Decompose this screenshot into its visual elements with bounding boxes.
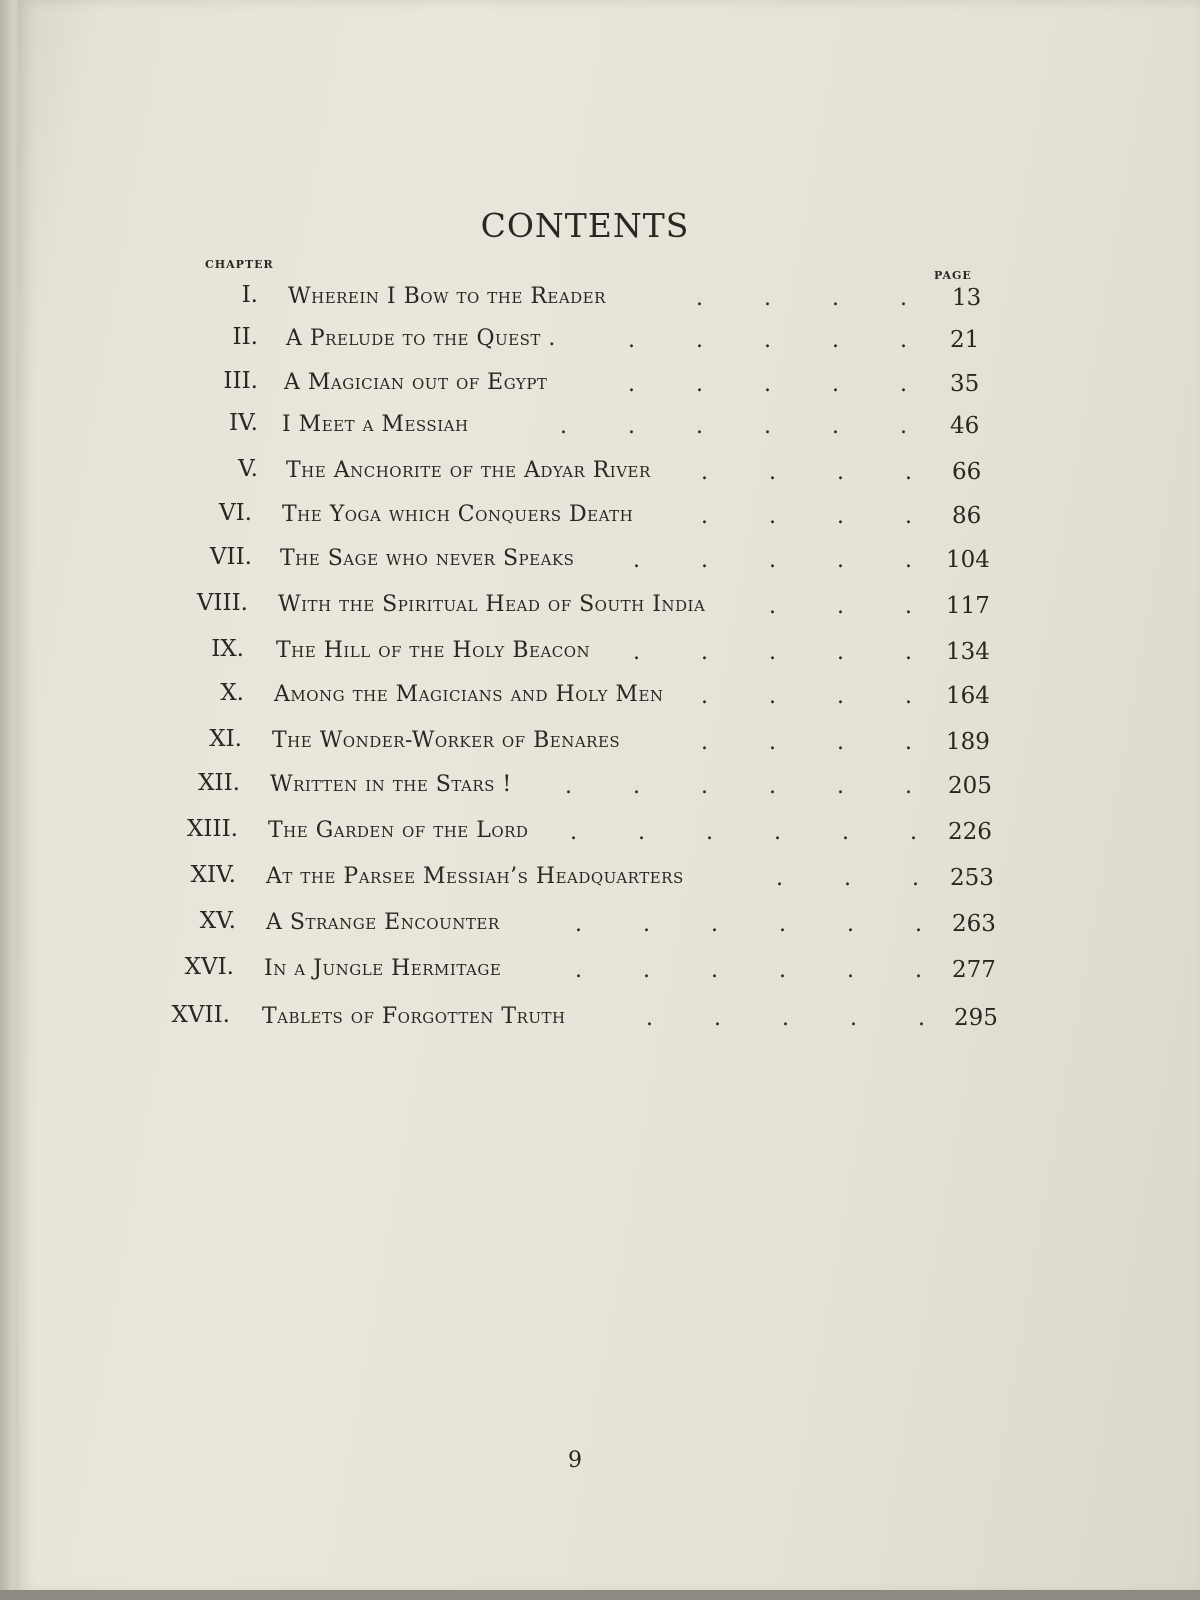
- toc-entry: [0, 456, 1180, 490]
- chapter-page-number: 35: [950, 371, 980, 397]
- dot-leader: .: [774, 820, 781, 845]
- dot-leader: .: [764, 328, 771, 353]
- dot-leader: .: [633, 774, 640, 799]
- chapter-title: The Hill of the Holy Beacon: [276, 638, 591, 663]
- chapter-numeral: IV.: [229, 410, 258, 436]
- chapter-title: At the Parsee Messiah’s Headquarters: [266, 864, 684, 889]
- chapter-page-number: 104: [946, 547, 990, 573]
- dot-leader: .: [628, 372, 635, 397]
- dot-leader: .: [696, 414, 703, 439]
- dot-leader: .: [769, 640, 776, 665]
- chapter-page-number: 86: [952, 503, 982, 529]
- chapter-numeral: X.: [220, 680, 244, 706]
- dot-leader: .: [900, 372, 907, 397]
- chapter-page-number: 21: [950, 327, 980, 353]
- toc-entry: [0, 954, 1180, 988]
- dot-leader: .: [643, 912, 650, 937]
- chapter-numeral: VIII.: [196, 590, 248, 616]
- chapter-numeral: XVI.: [184, 954, 234, 980]
- chapter-page-number: 164: [946, 683, 990, 709]
- dot-leader: .: [910, 820, 917, 845]
- chapter-numeral: XV.: [199, 908, 236, 934]
- dot-leader: .: [832, 372, 839, 397]
- dot-leader: .: [701, 774, 708, 799]
- chapter-title: The Yoga which Conquers Death: [282, 502, 634, 527]
- dot-leader: .: [900, 328, 907, 353]
- toc-entry: [0, 500, 1180, 534]
- dot-leader: .: [638, 820, 645, 845]
- dot-leader: .: [779, 958, 786, 983]
- chapter-page-number: 253: [950, 865, 994, 891]
- dot-leader: .: [633, 640, 640, 665]
- dot-leader: .: [560, 414, 567, 439]
- dot-leader: .: [844, 866, 851, 891]
- chapter-numeral: III.: [223, 368, 258, 394]
- chapter-title: A Strange Encounter: [266, 910, 500, 935]
- chapter-title: The Wonder-Worker of Benares: [272, 728, 621, 753]
- chapter-title: Among the Magicians and Holy Men: [274, 682, 664, 707]
- dot-leader: .: [769, 774, 776, 799]
- chapter-page-number: 13: [952, 285, 982, 311]
- chapter-page-number: 226: [948, 819, 992, 845]
- dot-leader: .: [764, 414, 771, 439]
- chapter-numeral: IX.: [211, 636, 244, 662]
- chapter-title: With the Spiritual Head of South India: [278, 592, 706, 617]
- chapter-title: The Sage who never Speaks: [280, 546, 575, 571]
- dot-leader: .: [847, 958, 854, 983]
- toc-entry: [0, 862, 1180, 896]
- chapter-page-number: 66: [952, 459, 982, 485]
- dot-leader: .: [633, 548, 640, 573]
- dot-leader: .: [769, 730, 776, 755]
- dot-leader: .: [915, 958, 922, 983]
- dot-leader: .: [696, 372, 703, 397]
- chapter-numeral: XI.: [209, 726, 242, 752]
- toc-entry: [0, 680, 1180, 714]
- dot-leader: .: [696, 286, 703, 311]
- chapter-numeral: VII.: [209, 544, 252, 570]
- chapter-title: In a Jungle Hermitage: [264, 956, 502, 981]
- dot-leader: .: [565, 774, 572, 799]
- dot-leader: .: [646, 1006, 653, 1031]
- dot-leader: .: [832, 328, 839, 353]
- page-column-header: PAGE: [934, 269, 972, 282]
- dot-leader: .: [837, 774, 844, 799]
- dot-leader: .: [905, 684, 912, 709]
- chapter-page-number: 263: [952, 911, 996, 937]
- dot-leader: .: [628, 414, 635, 439]
- chapter-page-number: 277: [952, 957, 996, 983]
- dot-leader: .: [575, 958, 582, 983]
- dot-leader: .: [837, 460, 844, 485]
- toc-entry: [0, 544, 1180, 578]
- dot-leader: .: [832, 286, 839, 311]
- toc-entry: [0, 590, 1180, 624]
- dot-leader: .: [847, 912, 854, 937]
- dot-leader: .: [905, 460, 912, 485]
- dot-leader: .: [769, 460, 776, 485]
- chapter-page-number: 134: [946, 639, 990, 665]
- dot-leader: .: [575, 912, 582, 937]
- dot-leader: .: [850, 1006, 857, 1031]
- chapter-page-number: 295: [954, 1005, 998, 1031]
- toc-entry: [0, 1002, 1180, 1036]
- dot-leader: .: [711, 958, 718, 983]
- toc-entry: [0, 410, 1180, 444]
- chapter-title: Tablets of Forgotten Truth: [262, 1004, 566, 1029]
- dot-leader: .: [837, 684, 844, 709]
- toc-entry: [0, 368, 1180, 402]
- dot-leader: .: [776, 866, 783, 891]
- dot-leader: .: [832, 414, 839, 439]
- dot-leader: .: [837, 504, 844, 529]
- dot-leader: .: [905, 774, 912, 799]
- dot-leader: .: [714, 1006, 721, 1031]
- chapter-numeral: II.: [232, 324, 258, 350]
- dot-leader: .: [769, 548, 776, 573]
- chapter-title: A Prelude to the Quest .: [286, 326, 556, 351]
- contents-title: CONTENTS: [480, 206, 690, 245]
- dot-leader: .: [782, 1006, 789, 1031]
- chapter-page-number: 46: [950, 413, 980, 439]
- chapter-title: I Meet a Messiah: [282, 412, 469, 437]
- chapter-page-number: 189: [946, 729, 990, 755]
- dot-leader: .: [779, 912, 786, 937]
- dot-leader: .: [905, 504, 912, 529]
- dot-leader: .: [701, 730, 708, 755]
- chapter-title: The Anchorite of the Adyar River: [286, 458, 651, 483]
- chapter-title: Written in the Stars !: [270, 772, 512, 797]
- dot-leader: .: [905, 594, 912, 619]
- dot-leader: .: [912, 866, 919, 891]
- toc-entry: [0, 816, 1180, 850]
- dot-leader: .: [764, 286, 771, 311]
- dot-leader: .: [769, 684, 776, 709]
- chapter-title: A Magician out of Egypt: [284, 370, 548, 395]
- dot-leader: .: [769, 504, 776, 529]
- chapter-numeral: XII.: [198, 770, 240, 796]
- dot-leader: .: [701, 460, 708, 485]
- dot-leader: .: [837, 594, 844, 619]
- chapter-numeral: V.: [238, 456, 258, 482]
- dot-leader: .: [900, 414, 907, 439]
- dot-leader: .: [706, 820, 713, 845]
- chapter-title: The Garden of the Lord: [268, 818, 529, 843]
- dot-leader: .: [628, 328, 635, 353]
- chapter-column-header: CHAPTER: [205, 258, 274, 271]
- dot-leader: .: [915, 912, 922, 937]
- toc-entry: [0, 636, 1180, 670]
- chapter-title: Wherein I Bow to the Reader: [288, 284, 606, 309]
- dot-leader: .: [701, 504, 708, 529]
- dot-leader: .: [696, 328, 703, 353]
- toc-entry: [0, 324, 1180, 358]
- dot-leader: .: [701, 640, 708, 665]
- toc-entry: [0, 770, 1180, 804]
- dot-leader: .: [837, 548, 844, 573]
- dot-leader: .: [769, 594, 776, 619]
- dot-leader: .: [905, 730, 912, 755]
- dot-leader: .: [701, 684, 708, 709]
- chapter-numeral: VI.: [218, 500, 252, 526]
- dot-leader: .: [837, 640, 844, 665]
- dot-leader: .: [837, 730, 844, 755]
- dot-leader: .: [918, 1006, 925, 1031]
- toc-entry: [0, 726, 1180, 760]
- dot-leader: .: [711, 912, 718, 937]
- dot-leader: .: [570, 820, 577, 845]
- dot-leader: .: [643, 958, 650, 983]
- dot-leader: .: [842, 820, 849, 845]
- dot-leader: .: [701, 548, 708, 573]
- toc-entry: [0, 282, 1180, 316]
- dot-leader: .: [764, 372, 771, 397]
- chapter-page-number: 205: [948, 773, 992, 799]
- dot-leader: .: [905, 548, 912, 573]
- chapter-page-number: 117: [946, 593, 990, 619]
- dot-leader: .: [905, 640, 912, 665]
- chapter-numeral: XIII.: [187, 816, 238, 842]
- toc-entry: [0, 908, 1180, 942]
- chapter-numeral: XIV.: [190, 862, 236, 888]
- page-bottom-edge: [0, 1590, 1200, 1600]
- chapter-numeral: I.: [241, 282, 258, 308]
- dot-leader: .: [900, 286, 907, 311]
- chapter-numeral: XVII.: [171, 1002, 230, 1028]
- page-number: 9: [568, 1448, 582, 1473]
